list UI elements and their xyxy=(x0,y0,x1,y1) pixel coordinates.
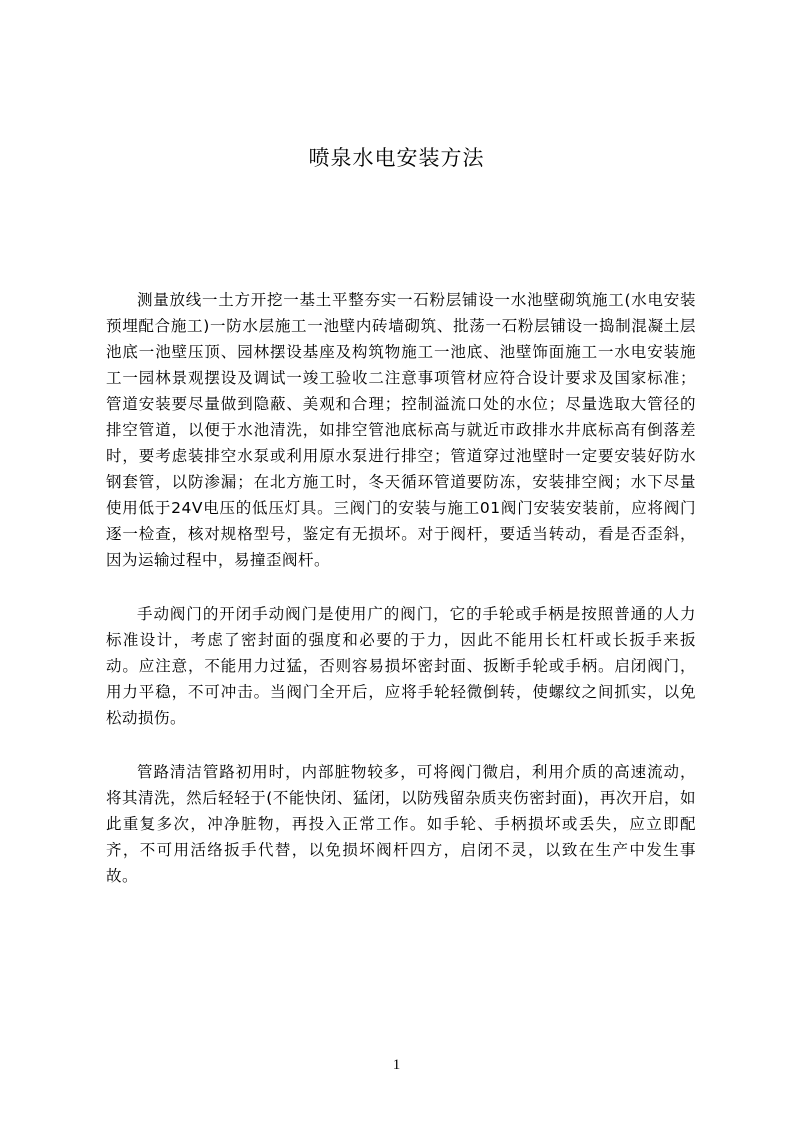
document-title: 喷泉水电安装方法 xyxy=(308,146,485,170)
document-body xyxy=(106,287,696,917)
paragraph-manual-valve-operation: 手动阀门的开闭手动阀门是使用广的阀门，它的手轮或手柄是按照普通的人力标准设计，考虑了密封面的强度和必要的于力，因此不能用长杠杆或长扳手来扳动。应注意，不能用力过猛，否则容易损坏密封面、扳断手轮或手柄。启闭阀门，用力平稳，不可冲击。当阀门全开后，应将手轮轻微倒转，使螺纹之间抓实，以免松动损伤。 xyxy=(106,605,696,727)
page-number: 1 xyxy=(392,1057,401,1073)
paragraph-installation-steps: 测量放线一土方开挖一基土平整夯实一石粉层铺设一水池壁砌筑施工(水电安装预埋配合施工)一防水层施工一池壁内砖墙砌筑、批荡一石粉层铺设一捣制混凝土层池底一池壁压顶、园林摆设基座及构筑物施工一池底、池壁饰面施工一水电安装施工一园林景观摆设及调试一竣工验收二注意事项管材应符合设计要求及国家标准；管道安装要尽量做到隐蔽、美观和合理；控制溢流口处的水位；尽量选取大管径的排空管道，以便于水池清洗，如排空管池底标高与就近市政排水井底标高有倒落差时，要考虑装排空水泵或利用原水泵进行排空；管道穿过池壁时一定要安装好防水钢套管，以防渗漏；在北方施工时，冬天循环管道要防冻，安装排空阀；水下尽量使用低于24V电压的低压灯具。三阀门的安装与施工01阀门安装安装前，应将阀门逐一检查，核对规格型号，鉴定有无损坏。对于阀杆，要适当转动，看是否歪斜，因为运输过程中，易撞歪阀杆。 xyxy=(106,291,696,569)
paragraph-pipeline-cleaning: 管路清洁管路初用时，内部脏物较多，可将阀门微启，利用介质的高速流动，将其清洗，然后轻轻于(不能快闭、猛闭，以防残留杂质夹伤密封面)，再次开启，如此重复多次，冲净脏物，再投入正常工作。如手轮、手柄损坏或丢失，应立即配齐，不可用活络扳手代替，以免损坏阀杆四方，启闭不灵，以致在生产中发生事故。 xyxy=(106,763,696,885)
